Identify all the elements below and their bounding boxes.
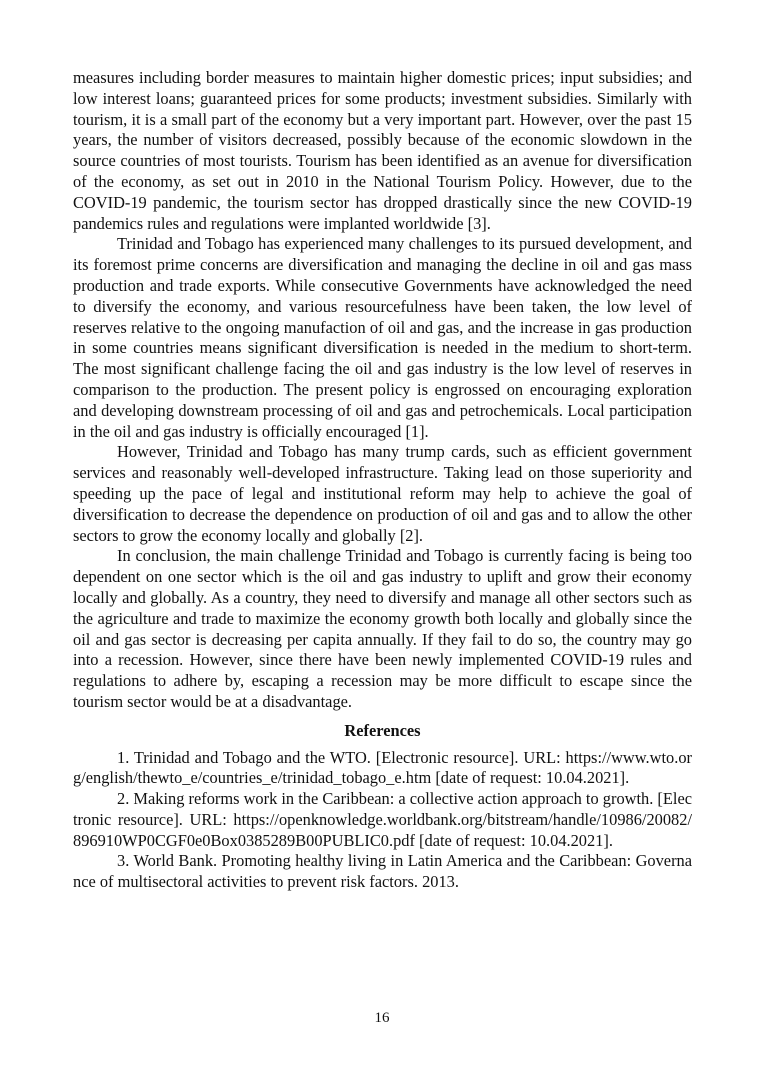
page-content xyxy=(73,68,692,893)
paragraph-continuation: measures including border measures to maintain higher domestic prices; input subsidies; and low interest loans; guaranteed prices for some products; investment subsidies. Similarly with tourism, it is a small part of the economy but a very important part. However, over the past 15 years, the number of visitors decreased, possibly because of the economic slowdown in the source countries of most tourists. Tourism has been identified as an avenue for diversification of the economy, as set out in 2010 in the National Tourism Policy. However, due to the COVID-19 pandemic, the tourism sector has dropped drastically since the new COVID-19 pandemics rules and regulations were implanted worldwide [3]. xyxy=(73,68,692,233)
reference-number: 1. xyxy=(117,747,134,767)
reference-text: World Bank. Promoting healthy living in Latin America and the Caribbean: Governance of multisectoral activities to prevent risk factors. 2013. xyxy=(73,851,692,892)
paragraph-trump-cards: However, Trinidad and Tobago has many trump cards, such as efficient government services and reasonably well-developed infrastructure. Taking lead on those superiority and speeding up the pace of legal and institutional reform may help to achieve the goal of diversification to decrease the dependence on production of oil and gas and to allow the other sectors to grow the economy locally and globally [2]. xyxy=(73,442,692,545)
references-heading: References xyxy=(344,720,421,740)
paragraph-challenges: Trinidad and Tobago has experienced many challenges to its pursued development, and its foremost prime concerns are diversification and managing the decline in oil and gas mass production and trade exports. While consecutive Governments have acknowledged the need to diversify the economy, and various resourcefulness have been taken, the low level of reserves relative to the ongoing manufaction of oil and gas, and the increase in gas production in some countries means significant diversification is needed in the medium to short-term. The most significant challenge facing the oil and gas industry is the low level of reserves in comparison to the production. The present policy is engrossed on encouraging exploration and developing downstream processing of oil and gas and petrochemicals. Local participation in the oil and gas industry is officially encouraged [1]. xyxy=(73,234,692,441)
reference-number: 2. xyxy=(117,789,134,809)
paragraph-conclusion: In conclusion, the main challenge Trinidad and Tobago is currently facing is being too dependent on one sector which is the oil and gas industry to uplift and grow their economy locally and globally. As a country, they need to diversify and manage all other sectors such as the agriculture and trade to maximize the economy growth both locally and globally since the oil and gas sector is decreasing per capita annually. If they fail to do so, the country may go into a recession. However, since there have been newly implemented COVID-19 rules and regulations to adhere by, escaping a recession may be more difficult to escape since the tourism sector would be at a disadvantage. xyxy=(73,546,692,711)
reference-item xyxy=(73,789,692,851)
page-number: 16 xyxy=(374,1010,390,1026)
reference-text: Trinidad and Tobago and the WTO. [Electronic resource]. URL: https://www.wto.org/english/thewto_e/countries_e/trinidad_tobago_e.htm [date of request: 10.04.2021]. xyxy=(73,747,692,788)
reference-number: 3. xyxy=(117,851,134,871)
reference-item xyxy=(73,851,692,893)
reference-text: Making reforms work in the Caribbean: a collective action approach to growth. [Electronic resource]. URL: https://openknowledge.worldbank.org/bitstream/handle/10986/20082/896910WP0CGF0e0Box0385289B00PUBLIC0.pdf [date of request: 10.04.2021]. xyxy=(73,789,693,850)
reference-item xyxy=(73,748,692,790)
